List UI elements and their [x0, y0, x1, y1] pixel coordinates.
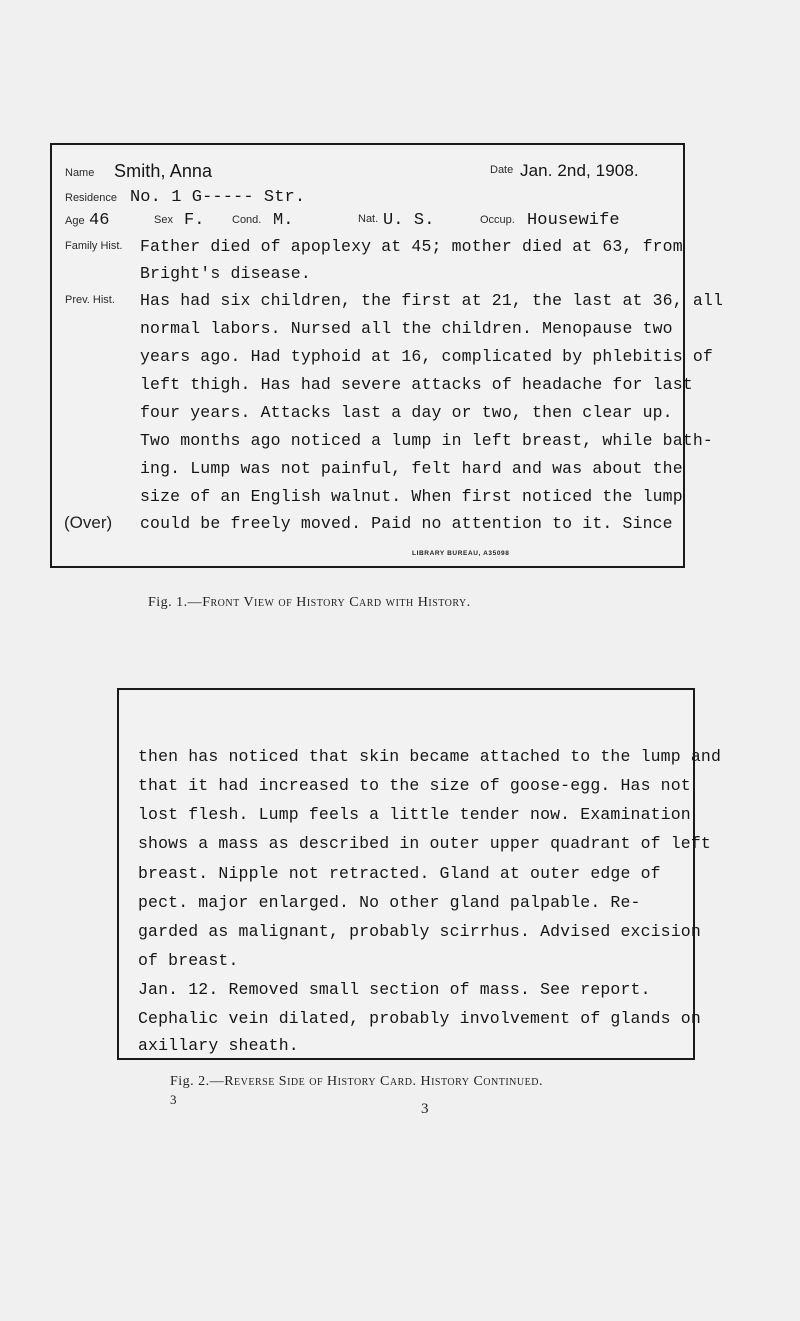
cond-value: M.: [273, 211, 294, 230]
back-history-line: lost flesh. Lump feels a little tender now. Examination: [138, 805, 691, 824]
back-history-line: that it had increased to the size of goose-egg. Has not: [138, 776, 691, 795]
fig2-caption-prefix: Fig. 2.—: [170, 1074, 225, 1089]
residence-label: Residence: [65, 192, 117, 204]
prev-history-line: four years. Attacks last a day or two, then clear up.: [140, 403, 673, 422]
prev-history-line: ing. Lump was not painful, felt hard and was about the: [140, 459, 683, 478]
back-history-line: Jan. 12. Removed small section of mass. See report.: [138, 980, 651, 999]
family-history-line: Father died of apoplexy at 45; mother died at 63, from: [140, 237, 683, 256]
prev-hist-label: Prev. Hist.: [65, 294, 115, 306]
prev-history-line: size of an English walnut. When first noticed the lump: [140, 487, 683, 506]
occup-label: Occup.: [480, 214, 515, 226]
back-history-line: breast. Nipple not retracted. Gland at outer edge of: [138, 864, 661, 883]
patient-name: Smith, Anna: [114, 161, 213, 181]
page-number-small: 3: [170, 1092, 177, 1107]
page-number: 3: [421, 1101, 429, 1117]
back-history-line: Cephalic vein dilated, probably involvement of glands on: [138, 1009, 701, 1028]
residence-value: No. 1 G----- Str.: [130, 188, 306, 207]
over-label: (Over): [64, 513, 113, 532]
date-label: Date: [490, 164, 514, 176]
sex-label: Sex: [154, 214, 173, 226]
cond-label: Cond.: [232, 214, 262, 226]
library-bureau-stamp: LIBRARY BUREAU, A35098: [412, 550, 510, 557]
card-date: Jan. 2nd, 1908.: [520, 161, 639, 180]
family-history-line: Bright's disease.: [140, 264, 311, 283]
history-card-back: [117, 688, 721, 1060]
age-label: Age: [65, 215, 85, 227]
back-history-line: garded as malignant, probably scirrhus. Advised excision: [138, 922, 701, 941]
fig1-caption: [148, 595, 471, 611]
family-hist-label: Family Hist.: [65, 240, 123, 252]
name-label: Name: [65, 167, 95, 179]
fig2-caption: [170, 1074, 543, 1090]
prev-history-line: Has had six children, the first at 21, the last at 36, all: [140, 291, 723, 310]
occup-value: Housewife: [527, 211, 620, 230]
prev-history-line: normal labors. Nursed all the children. Menopause two: [140, 319, 673, 338]
age-value: 46: [89, 211, 110, 230]
prev-history-line: years ago. Had typhoid at 16, complicated by phlebitis of: [140, 347, 713, 366]
sex-value: F.: [184, 211, 205, 230]
back-history-line: pect. major enlarged. No other gland palpable. Re-: [138, 893, 641, 912]
fig1-caption-prefix: Fig. 1.—: [148, 595, 203, 610]
prev-history-line: left thigh. Has had severe attacks of headache for last: [140, 375, 693, 394]
prev-history-line: Two months ago noticed a lump in left breast, while bath-: [140, 431, 713, 450]
nat-value: U. S.: [383, 211, 435, 230]
back-history-line: axillary sheath.: [138, 1036, 299, 1055]
fig2-caption-text: Reverse Side of History Card. History Continued.: [224, 1074, 543, 1089]
history-card-front: [50, 143, 723, 568]
back-history-line: then has noticed that skin became attached to the lump and: [138, 747, 721, 766]
prev-history-line: could be freely moved. Paid no attention to it. Since: [140, 514, 673, 533]
fig1-caption-text: Front View of History Card with History.: [202, 595, 471, 610]
nat-label: Nat.: [358, 213, 379, 225]
back-history-line: of breast.: [138, 951, 239, 970]
back-history-line: shows a mass as described in outer upper quadrant of left: [138, 834, 711, 853]
